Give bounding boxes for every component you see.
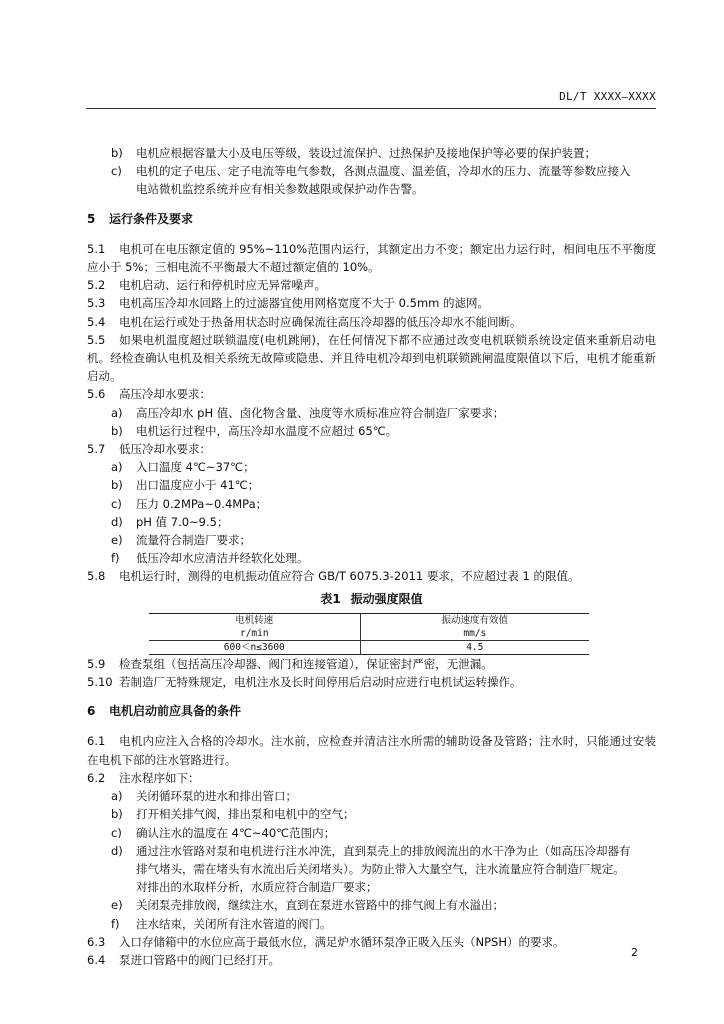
- clause-number: 6.3: [87, 934, 106, 949]
- clause-number: 5.3: [87, 296, 106, 311]
- table-title: 振动强度限值: [350, 591, 423, 606]
- list-item: [87, 144, 656, 162]
- clause-6-1: [87, 732, 656, 768]
- unit-speed: r/min: [149, 627, 360, 641]
- list-marker: b): [111, 807, 123, 822]
- list-marker: f): [111, 551, 120, 566]
- clause-text: 低压冷却水要求：: [119, 442, 211, 457]
- list-marker: e): [111, 898, 123, 913]
- list-text: pH 值 7.0~9.5；: [136, 514, 229, 529]
- column-header-speed: 电机转速: [235, 614, 274, 626]
- list-text: 电机的定子电压、定子电流等电气参数，各测点温度、温差值，冷却水的压力、流量等参数应接入电站微机监控系统并应有相关参数越限或保护动作告警。: [136, 164, 631, 197]
- list-marker: d): [111, 843, 123, 858]
- clause-number: 5.4: [87, 314, 106, 329]
- column-header-vibration: 振动速度有效值: [360, 613, 589, 627]
- list-marker: b): [111, 478, 123, 493]
- list-item: [87, 896, 656, 914]
- list-text: 打开相关排气阀，排出泵和电机中的空气；: [136, 807, 355, 822]
- clause-text: 电机高压冷却水回路上的过滤器宜使用网格宽度不大于 0.5mm 的滤网。: [119, 296, 490, 311]
- table-cell: 4.5: [360, 640, 589, 654]
- list-item: [87, 513, 656, 531]
- list-item: [87, 422, 656, 440]
- clause-5-1: [87, 240, 656, 276]
- clause-5-7: [87, 440, 656, 458]
- vibration-limit-table: [149, 613, 589, 655]
- list-text: 入口温度 4℃~37℃；: [136, 460, 255, 475]
- list-item: [87, 495, 656, 513]
- clause-6-2: [87, 769, 656, 787]
- list-marker: f): [111, 916, 120, 931]
- list-item: [87, 549, 656, 567]
- table-header-row: [149, 613, 589, 627]
- clause-number: 5.10: [87, 675, 113, 690]
- clause-text: 入口存储箱中的水位应高于最低水位，满足炉水循环泵净正吸入压头（NPSH）的要求。: [119, 934, 565, 949]
- list-marker: c): [111, 825, 122, 840]
- list-marker: a): [111, 405, 123, 420]
- clause-5-8: [87, 567, 656, 585]
- list-item: [87, 162, 656, 198]
- section-heading-5: [87, 210, 656, 228]
- clause-5-2: [87, 276, 656, 294]
- list-item: [87, 404, 656, 422]
- list-text: 通过注水管路对泵和电机进行注水冲洗，直到泵壳上的排放阀流出的水干净为止（如高压冷却器有排气堵头，需在堵头有水流出后关闭堵头）。为防止带入大量空气，注水流量应符合制造厂规定。对排出的水取样分析，水质应符合制造厂要求；: [136, 843, 631, 895]
- document-body: [87, 144, 656, 969]
- clause-5-10: [87, 673, 656, 691]
- header-rule: [86, 108, 656, 109]
- list-marker: d): [111, 514, 123, 529]
- list-text: 流量符合制造厂要求；: [136, 533, 251, 548]
- list-marker: e): [111, 533, 123, 548]
- list-text: 注水结束，关闭所有注水管道的阀门。: [136, 916, 332, 931]
- section-number: 6: [87, 704, 96, 719]
- list-item: [87, 842, 656, 897]
- clause-text: 高压冷却水要求：: [119, 387, 211, 402]
- unit-vibration: mm/s: [360, 627, 589, 641]
- list-marker: a): [111, 789, 123, 804]
- clause-text: 电机内应注入合格的冷却水。注水前，应检查并清洁注水所需的辅助设备及管路；注水时，只能通过安装在电机下部的注水管路进行。: [87, 734, 656, 767]
- list-text: 高压冷却水 pH 值、卤化物含量、浊度等水质标准应符合制造厂家要求；: [136, 405, 505, 420]
- list-text: 低压冷却水应清洁并经软化处理。: [136, 551, 309, 566]
- list-text: 压力 0.2MPa~0.4MPa；: [136, 496, 268, 511]
- table-unit-row: [149, 627, 589, 641]
- clause-number: 5.7: [87, 442, 106, 457]
- clause-text: 电机运行时，测得的电机振动值应符合 GB/T 6075.3-2011 要求，不应超过表 1 的限值。: [119, 569, 580, 584]
- clause-5-9: [87, 655, 656, 673]
- list-text: 电机应根据容量大小及电压等级，装设过流保护、过热保护及接地保护等必要的保护装置；: [136, 146, 596, 160]
- list-text: 关闭泵壳排放阀，继续注水，直到在泵进水管路中的排气阀上有水溢出；: [136, 898, 504, 913]
- list-text: 出口温度应小于 41℃；: [136, 478, 260, 493]
- clause-number: 6.2: [87, 770, 106, 785]
- section-title: 运行条件及要求: [109, 211, 194, 226]
- list-item: [87, 824, 656, 842]
- table-label: 表1: [320, 591, 341, 606]
- list-text: 电机运行过程中，高压冷却水温度不应超过 65℃。: [136, 423, 398, 438]
- table-row: [149, 640, 589, 654]
- clause-text: 电机在运行或处于热备用状态时应确保流往高压冷却器的低压冷却水不能间断。: [119, 314, 522, 329]
- page-number: 2: [631, 946, 638, 959]
- clause-number: 5.9: [87, 656, 106, 671]
- clause-number: 5.1: [87, 241, 106, 256]
- clause-number: 5.8: [87, 569, 106, 584]
- clause-6-4: [87, 951, 656, 969]
- list-item: [87, 787, 656, 805]
- clause-6-3: [87, 933, 656, 951]
- clause-text: 如果电机温度超过联锁温度(电机跳闸)，在任何情况下都不应通过改变电机联锁系统设定值来重新启动电机。经检查确认电机及相关系统无故障或隐患、并且待电机冷却到电机联锁跳闸温度限值以下后，电机才能重新启动。: [87, 332, 656, 384]
- clause-text: 电机可在电压额定值的 95%~110%范围内运行，其额定出力不变；额定出力运行时，相间电压不平衡度应小于 5%；三相电流不平衡最大不超过额定值的 10%。: [87, 241, 656, 275]
- list-item: [87, 476, 656, 494]
- list-item: [87, 805, 656, 823]
- section-heading-6: [87, 702, 656, 720]
- clause-5-5: [87, 331, 656, 386]
- clause-number: 5.6: [87, 387, 106, 402]
- clause-number: 6.4: [87, 952, 106, 967]
- document-code: DL/T XXXX—XXXX: [559, 90, 656, 103]
- clause-text: 检查泵组（包括高压冷却器、阀门和连接管道），保证密封严密，无泄漏。: [119, 656, 493, 671]
- list-text: 确认注水的温度在 4℃~40℃范围内；: [136, 825, 336, 840]
- list-marker: b): [111, 423, 123, 438]
- clause-text: 注水程序如下：: [119, 770, 200, 785]
- list-marker: c): [111, 164, 122, 179]
- clause-5-6: [87, 385, 656, 403]
- clause-number: 5.5: [87, 332, 106, 347]
- list-marker: c): [111, 496, 122, 511]
- list-marker: b): [111, 146, 123, 160]
- table-caption: [87, 590, 656, 608]
- clause-number: 5.2: [87, 278, 106, 293]
- list-marker: a): [111, 460, 123, 475]
- section-number: 5: [87, 211, 96, 226]
- clause-text: 电机启动、运行和停机时应无异常噪声。: [119, 278, 326, 293]
- clause-5-3: [87, 294, 656, 312]
- list-item: [87, 458, 656, 476]
- section-title: 电机启动前应具备的条件: [109, 704, 242, 719]
- list-text: 关闭循环泵的进水和排出管口；: [136, 789, 297, 804]
- table-cell: 600＜n≤3600: [223, 641, 285, 653]
- clause-text: 若制造厂无特殊规定，电机注水及长时间停用后启动时应进行电机试运转操作。: [119, 675, 522, 690]
- clause-5-4: [87, 313, 656, 331]
- list-item: [87, 915, 656, 933]
- list-item: [87, 531, 656, 549]
- clause-text: 泵进口管路中的阀门已经打开。: [119, 952, 280, 967]
- clause-number: 6.1: [87, 734, 106, 749]
